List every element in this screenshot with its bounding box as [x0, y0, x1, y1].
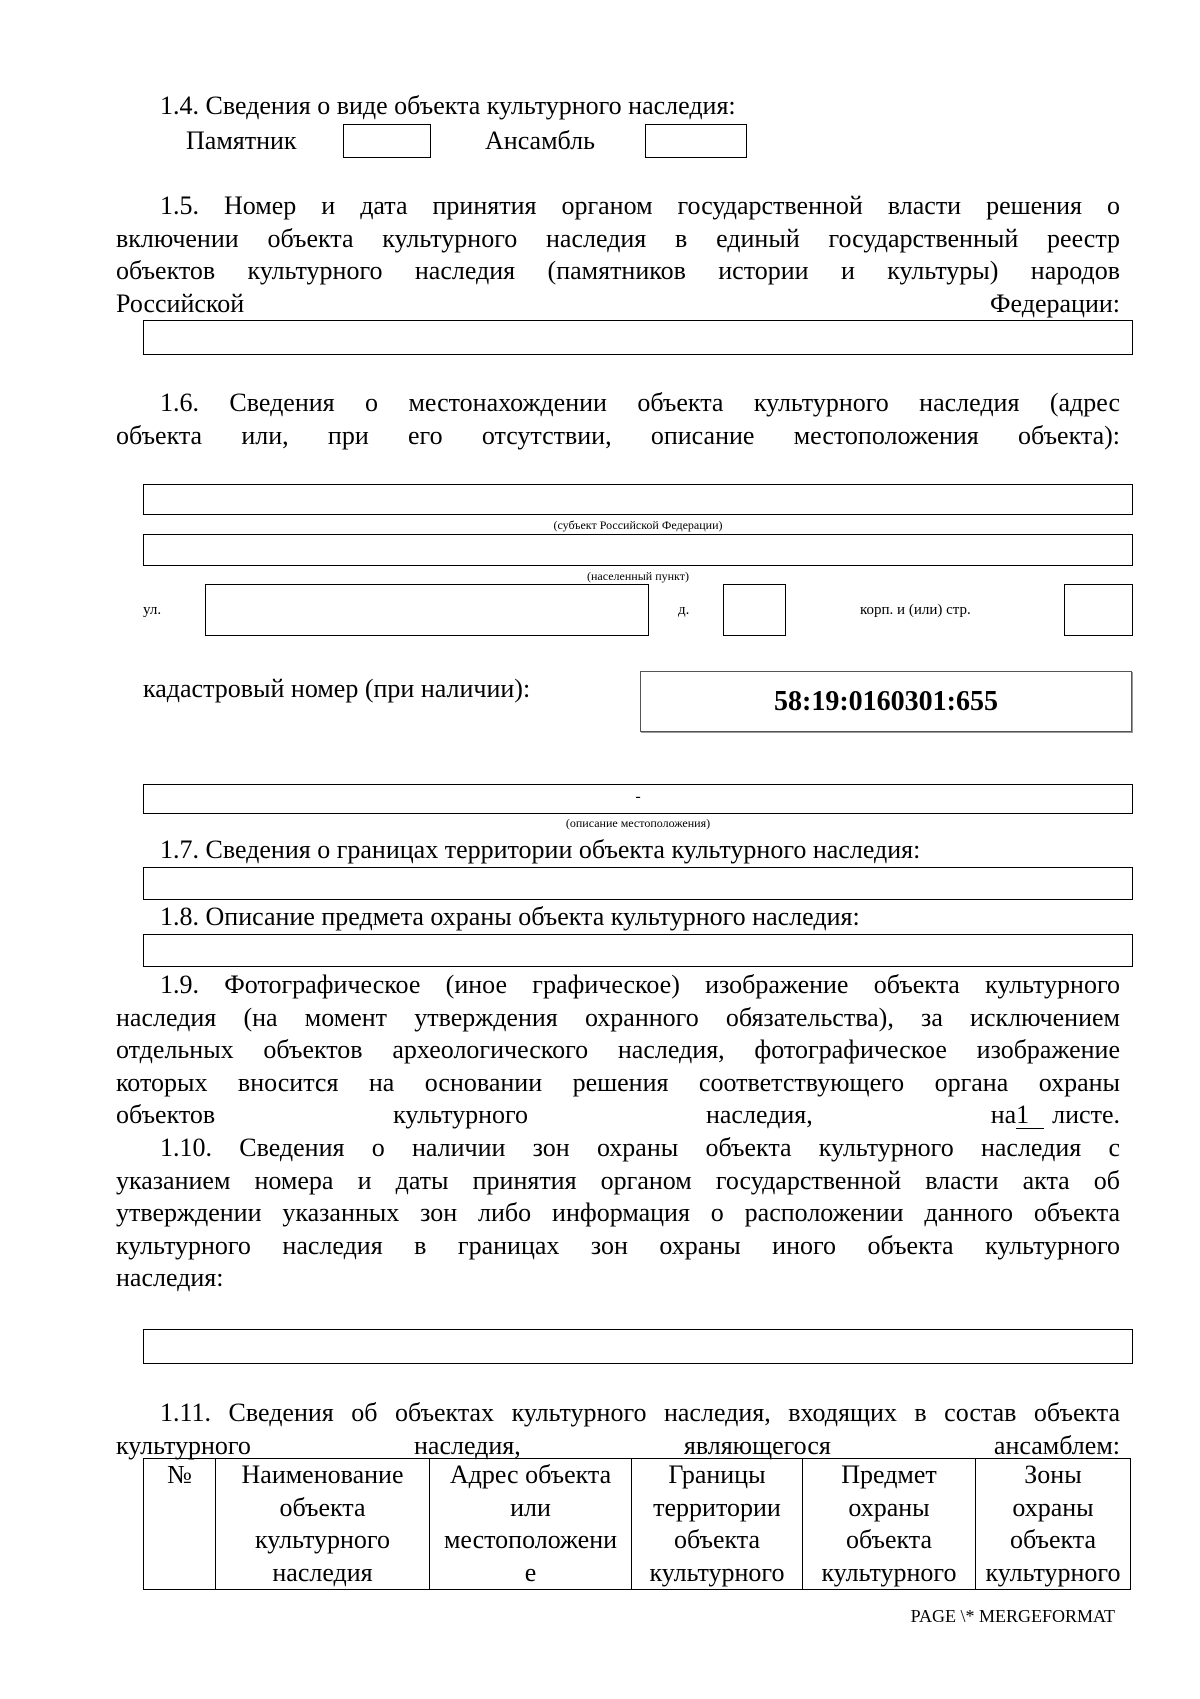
- section-1-9-line: 1.9. Фотографическое (иное графическое) изображение объекта культурного: [160, 970, 1120, 999]
- ensemble-objects-table: [143, 1458, 1131, 1590]
- protection-subject-field[interactable]: [143, 934, 1133, 967]
- header-text: Предмет: [841, 1460, 937, 1489]
- locality-field[interactable]: [143, 534, 1133, 566]
- cadastral-number-field[interactable]: 58:19:0160301:655: [640, 671, 1132, 732]
- section-1-8-heading: 1.8. Описание предмета охраны объекта культурного наследия:: [160, 902, 860, 931]
- section-1-10-line: наследия:: [116, 1263, 224, 1292]
- sheet-count[interactable]: 1: [1016, 1102, 1044, 1129]
- section-1-9-line: наследия (на момент утверждения охранного обязательства), за исключением: [116, 1002, 1120, 1032]
- header-text: объекта: [673, 1525, 761, 1554]
- location-caption: (описание местоположения): [565, 816, 711, 830]
- sheets-prefix: объектов культурного наследия, на: [116, 1100, 1017, 1129]
- page-footer: PAGE \* MERGEFORMAT: [910, 1606, 1115, 1626]
- building-field[interactable]: [1064, 584, 1133, 636]
- section-1-5-line: объектов культурного наследия (памятников истории и культуры) народов: [116, 256, 1120, 285]
- section-1-5-line: включении объекта культурного наследия в единый государственный реестр: [116, 223, 1120, 253]
- subject-caption: (субъект Российской Федерации): [553, 518, 723, 532]
- section-1-10-paragraph: [116, 1132, 1120, 1295]
- protection-zones-field[interactable]: [143, 1329, 1133, 1364]
- location-description-field[interactable]: -: [143, 784, 1133, 814]
- section-1-5-paragraph: [116, 190, 1120, 320]
- header-address: [430, 1459, 632, 1590]
- header-text: местоположени: [443, 1525, 618, 1554]
- header-text: №: [167, 1460, 192, 1489]
- section-1-5-line: Российской Федерации:: [116, 288, 1120, 318]
- section-1-9-line: отдельных объектов археологического наследия, фотографическое изображение: [116, 1035, 1120, 1064]
- header-text: культурного: [649, 1557, 785, 1587]
- section-1-11-line: 1.11. Сведения об объектах культурного наследия, входящих в состав объекта: [160, 1398, 1120, 1427]
- header-text: е: [524, 1557, 537, 1587]
- header-text: Границы: [668, 1460, 766, 1489]
- house-label: д.: [678, 602, 690, 618]
- header-text: культурного: [821, 1557, 957, 1587]
- territory-borders-field[interactable]: [143, 867, 1133, 900]
- street-field[interactable]: [205, 584, 649, 636]
- header-borders: [632, 1459, 803, 1590]
- section-1-10-line: указанием номера и даты принятия органом государственной власти акта об: [116, 1165, 1120, 1195]
- section-1-10-line: культурного наследия в границах зон охраны иного объекта культурного: [116, 1230, 1120, 1260]
- section-1-7-heading: 1.7. Сведения о границах территории объекта культурного наследия:: [160, 835, 921, 864]
- header-text: охраны: [1012, 1492, 1094, 1522]
- header-text: объекта: [1009, 1525, 1097, 1554]
- monument-label: Памятник: [186, 126, 297, 155]
- header-text: культурного: [985, 1557, 1121, 1587]
- section-1-6-line: объекта или, при его отсутствии, описание местоположения объекта):: [116, 420, 1120, 450]
- sheets-suffix: листе.: [1052, 1100, 1120, 1129]
- section-1-6-paragraph: [116, 387, 1120, 452]
- section-1-5-line: 1.5. Номер и дата принятия органом государственной власти решения о: [160, 191, 1120, 220]
- section-1-9-line: которых вносится на основании решения соответствующего органа охраны: [116, 1067, 1120, 1097]
- header-text: охраны: [848, 1492, 930, 1522]
- header-text: или: [510, 1492, 551, 1522]
- header-text: объекта: [279, 1492, 366, 1522]
- header-text: Адрес объекта: [449, 1460, 612, 1489]
- header-text: объекта: [845, 1525, 933, 1554]
- header-text: культурного: [255, 1525, 390, 1554]
- table-header-row: [144, 1459, 1131, 1590]
- subject-field[interactable]: [143, 484, 1133, 515]
- street-label: ул.: [143, 602, 162, 618]
- section-1-11-line: культурного наследия, являющегося ансамблем:: [116, 1430, 1120, 1460]
- section-1-11-paragraph: [116, 1397, 1120, 1462]
- building-label: корп. и (или) стр.: [860, 602, 971, 618]
- section-1-6-line: 1.6. Сведения о местонахождении объекта культурного наследия (адрес: [160, 388, 1120, 417]
- ensemble-checkbox[interactable]: [645, 124, 747, 158]
- header-text: Наименование: [241, 1460, 404, 1489]
- ensemble-label: Ансамбль: [485, 126, 595, 155]
- header-protection-subject: [803, 1459, 976, 1590]
- section-1-4-heading: 1.4. Сведения о виде объекта культурного наследия:: [160, 91, 736, 120]
- house-field[interactable]: [723, 584, 786, 636]
- registry-decision-field[interactable]: [143, 320, 1133, 355]
- locality-caption: (населенный пункт): [587, 569, 689, 583]
- cadastral-label: кадастровый номер (при наличии):: [143, 674, 531, 703]
- header-text: территории: [653, 1492, 781, 1522]
- header-protection-zones: [976, 1459, 1131, 1590]
- monument-checkbox[interactable]: [343, 124, 431, 158]
- section-1-9-paragraph: [116, 969, 1120, 1132]
- header-number: [144, 1459, 216, 1590]
- section-1-10-line: утверждении указанных зон либо информация о расположении данного объекта: [116, 1198, 1120, 1227]
- header-text: наследия: [272, 1557, 373, 1587]
- header-object-name: [216, 1459, 430, 1590]
- section-1-9-line-5: [116, 1099, 1120, 1132]
- section-1-10-line: 1.10. Сведения о наличии зон охраны объекта культурного наследия с: [160, 1133, 1120, 1162]
- header-text: Зоны: [1024, 1460, 1082, 1489]
